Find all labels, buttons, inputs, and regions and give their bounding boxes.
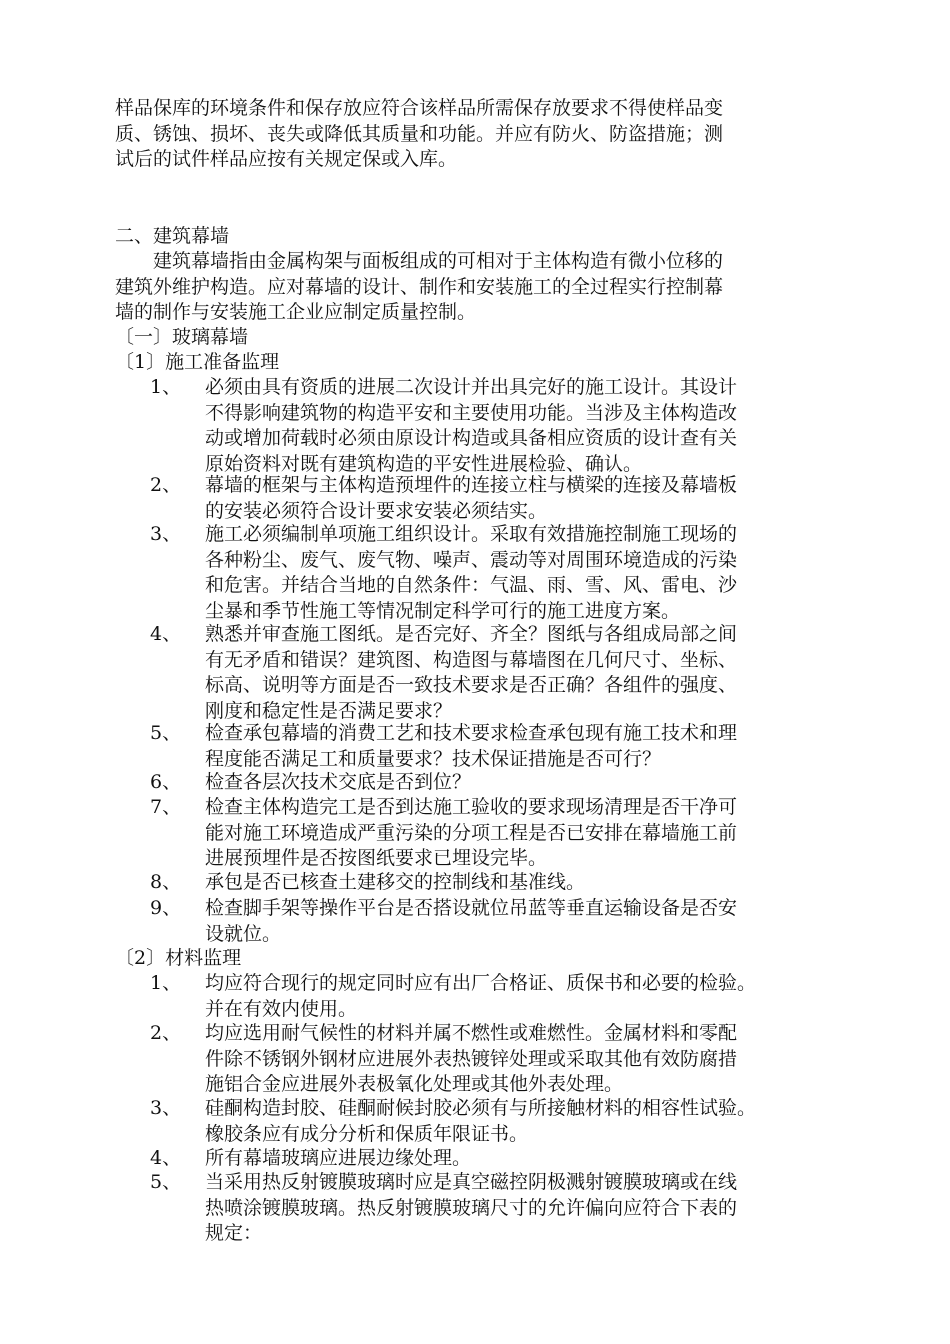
text-line: 承包是否已核查土建移交的控制线和基准线。 (205, 871, 586, 893)
item-number: 1、 (150, 972, 182, 994)
text-line: 检查脚手架等操作平台是否搭设就位吊蓝等垂直运输设备是否安 (205, 897, 738, 919)
text-line: 标高、说明等方面是否一致技术要求是否正确？各组件的强度、 (205, 674, 738, 696)
item-text (205, 896, 845, 947)
item-text (205, 622, 845, 724)
text-line: 硅酮构造封胶、硅酮耐候封胶必须有与所接触材料的相容性试验。 (205, 1097, 757, 1119)
text-line: 有无矛盾和错误？建筑图、构造图与幕墙图在几何尺寸、坐标、 (205, 648, 738, 671)
item-text (205, 971, 845, 1022)
item-text (205, 473, 845, 524)
part1-title: 〔1〕施工准备监理 (115, 351, 280, 373)
text-line: 并在有效内使用。 (205, 997, 358, 1020)
text-line: 热喷涂镀膜玻璃。热反射镀膜玻璃尺寸的允许偏向应符合下表的 (205, 1196, 738, 1219)
item-text (205, 1021, 845, 1098)
text-line: 检查承包幕墙的消费工艺和技术要求检查承包现有施工技术和理 (205, 722, 738, 744)
text-line: 样品保库的环境条件和保存放应符合该样品所需保存放要求不得使样品变 (115, 97, 724, 119)
text-line: 原始资料对既有建筑构造的平安性进展检验、确认。 (205, 452, 643, 475)
text-line: 进展预埋件是否按图纸要求已埋设完毕。 (205, 847, 548, 869)
text-line: 熟悉并审查施工图纸。是否完好、齐全？图纸与各组成局部之间 (205, 623, 738, 645)
text-line: 幕墙的框架与主体构造预埋件的连接立柱与横梁的连接及幕墙板 (205, 474, 738, 496)
part2-title: 〔2〕材料监理 (115, 947, 242, 969)
text-line: 试后的试件样品应按有关规定保或入库。 (115, 148, 458, 170)
section-intro-paragraph (115, 249, 840, 326)
item-number: 4、 (150, 623, 182, 645)
item-text (205, 1096, 845, 1147)
item-text (205, 721, 845, 772)
text-line: 和危害。并结合当地的自然条件：气温、雨、雪、风、雷电、沙 (205, 574, 738, 596)
text-line: 均应符合现行的规定同时应有出厂合格证、质保书和必要的检验。 (205, 972, 757, 994)
text-line: 均应选用耐气候性的材料并属不燃性或难燃性。金属材料和零配 (205, 1022, 738, 1044)
item-text (205, 1146, 845, 1172)
item-number: 8、 (150, 871, 182, 893)
text-line: 必须由具有资质的进展二次设计并出具完好的施工设计。其设计 (205, 376, 738, 398)
text-line: 施工必须编制单项施工组织设计。采取有效措施控制施工现场的 (205, 523, 738, 545)
item-number: 2、 (150, 1022, 182, 1044)
text-line: 所有幕墙玻璃应进展边缘处理。 (205, 1147, 472, 1169)
item-number: 4、 (150, 1147, 182, 1169)
intro-paragraph (115, 96, 840, 173)
text-line: 各种粉尘、废气、废气物、噪声、震动等对周围环境造成的污染 (205, 548, 738, 571)
text-line: 动或增加荷载时必须由原设计构造或具备相应资质的设计查有关 (205, 427, 738, 449)
text-line: 当采用热反射镀膜玻璃时应是真空磁控阴极溅射镀膜玻璃或在线 (205, 1171, 738, 1193)
item-number: 9、 (150, 897, 182, 919)
text-line: 刚度和稳定性是否满足要求？ (205, 699, 453, 722)
text-line: 质、锈蚀、损坏、丧失或降低其质量和功能。并应有防火、防盗措施；测 (115, 122, 724, 145)
item-text (205, 795, 845, 872)
item-text (205, 1170, 845, 1247)
text-line: 施铝合金应进展外表极氧化处理或其他外表处理。 (205, 1073, 624, 1095)
section-title: 二、建筑幕墙 (115, 225, 230, 247)
item-number: 3、 (150, 523, 182, 545)
text-line: 规定： (205, 1222, 263, 1244)
text-line: 墙的制作与安装施工企业应制定质量控制。 (115, 301, 477, 323)
text-line: 建筑外维护构造。应对幕墙的设计、制作和安装施工的全过程实行控制幕 (115, 275, 724, 298)
item-text (205, 870, 845, 896)
item-text (205, 375, 845, 477)
text-line: 检查主体构造完工是否到达施工验收的要求现场清理是否干净可 (205, 796, 738, 818)
text-line: 设就位。 (205, 922, 282, 945)
subsection-title: 〔一〕玻璃幕墙 (115, 326, 249, 348)
text-line: 的安装必须符合设计要求安装必须结实。 (205, 499, 548, 522)
text-line: 检查各层次技术交底是否到位？ (205, 771, 472, 793)
text-line: 不得影响建筑物的构造平安和主要使用功能。当涉及主体构造改 (205, 401, 738, 424)
item-number: 3、 (150, 1097, 182, 1119)
item-text (205, 770, 845, 796)
text-line: 橡胶条应有成分分析和保质年限证书。 (205, 1122, 529, 1145)
text-line: 建筑幕墙指由金属构架与面板组成的可相对于主体构造有微小位移的 (115, 250, 724, 272)
text-line: 件除不锈钢外钢材应进展外表热镀锌处理或采取其他有效防腐措 (205, 1047, 738, 1070)
text-line: 程度能否满足工和质量要求？技术保证措施是否可行？ (205, 747, 662, 770)
item-number: 7、 (150, 796, 182, 818)
item-text (205, 522, 845, 624)
text-line: 尘暴和季节性施工等情况制定科学可行的施工进度方案。 (205, 599, 681, 622)
item-number: 5、 (150, 1171, 182, 1193)
text-line: 能对施工环境造成严重污染的分项工程是否已安排在幕墙施工前 (205, 821, 738, 844)
item-number: 6、 (150, 771, 182, 793)
item-number: 5、 (150, 722, 182, 744)
item-number: 1、 (150, 376, 182, 398)
item-number: 2、 (150, 474, 182, 496)
